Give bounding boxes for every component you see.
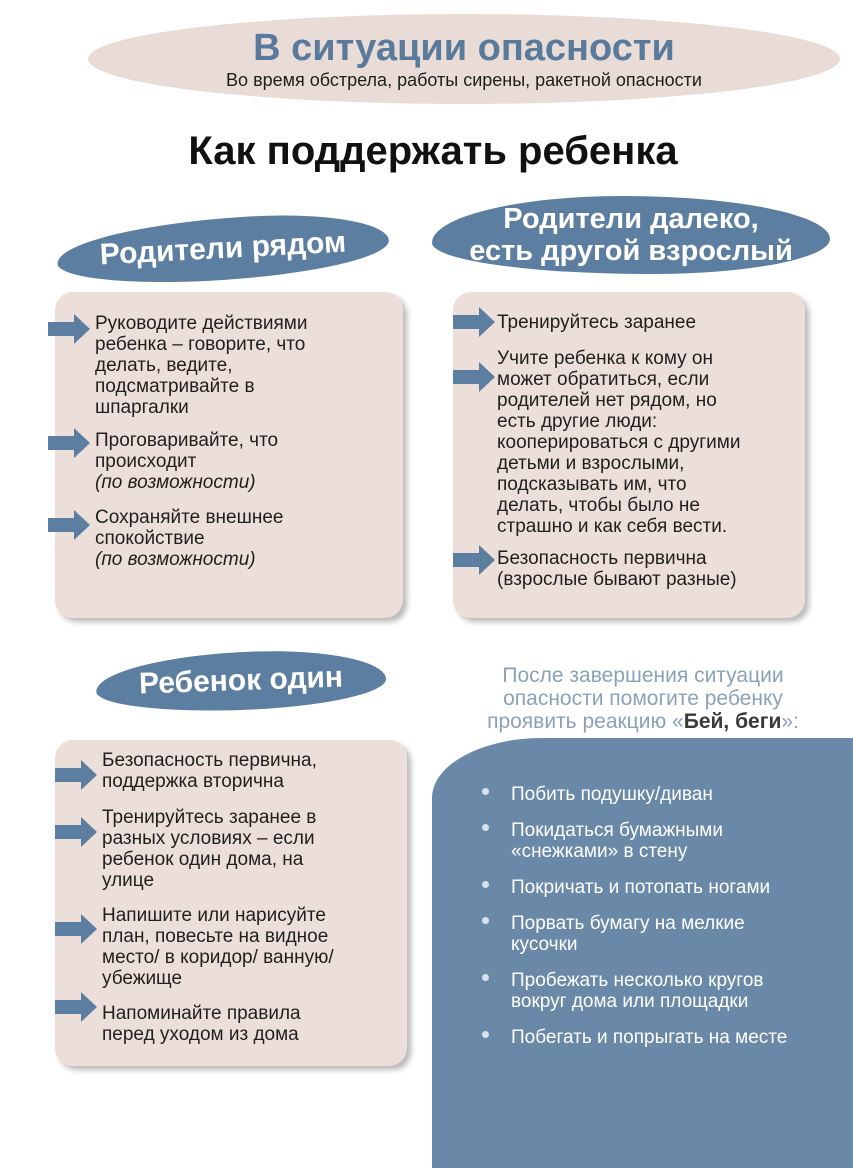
header-subtitle: Во время обстрела, работы сирены, ракетной опасности bbox=[226, 70, 702, 90]
after-situation-text: После завершения ситуации опасности помогите ребенку проявить реакцию «Бей, беги»: bbox=[487, 664, 799, 733]
near-item-3: Сохраняйте внешнее спокойствие (по возможности) bbox=[95, 507, 284, 570]
activity-item-3: Покричать и потопать ногами bbox=[511, 877, 771, 898]
bullet-icon bbox=[482, 917, 489, 924]
arrow-icon bbox=[453, 545, 495, 575]
alone-item-2: Тренируйтесь заранее в разных условиях – если ребенок один дома, на улице bbox=[102, 807, 317, 891]
bullet-icon bbox=[482, 788, 489, 795]
heading-parents-far-line2: есть другой взрослый bbox=[469, 235, 793, 267]
heading-parents-near-label: Родители рядом bbox=[99, 225, 347, 272]
heading-parents-near bbox=[56, 209, 391, 288]
activity-item-5: Пробежать несколько кругов вокруг дома или площадки bbox=[511, 970, 764, 1012]
heading-parents-far-line1: Родители далеко, bbox=[503, 203, 759, 235]
heading-child-alone-label: Ребенок один bbox=[138, 660, 344, 701]
activity-item-2: Покидаться бумажными «снежками» в стену bbox=[511, 820, 723, 862]
page-title: Как поддержать ребенка bbox=[188, 129, 678, 173]
arrow-icon bbox=[55, 914, 97, 944]
header-title: В ситуации опасности bbox=[253, 27, 675, 69]
arrow-icon bbox=[48, 428, 90, 458]
near-item-1: Руководите действиями ребенка – говорите, что делать, ведите, подсматривайте в шпаргалки bbox=[95, 313, 308, 418]
alone-item-1: Безопасность первична, поддержка вторична bbox=[102, 750, 317, 792]
activity-item-4: Порвать бумагу на мелкие кусочки bbox=[511, 913, 745, 955]
arrow-icon bbox=[48, 510, 90, 540]
bullet-icon bbox=[482, 974, 489, 981]
bullet-icon bbox=[482, 824, 489, 831]
arrow-icon bbox=[48, 314, 90, 344]
heading-parents-far bbox=[432, 196, 830, 274]
far-item-2: Учите ребенка к кому он может обратиться, если родителей нет рядом, но есть другие люди: кооперироваться с другими детьми и взрослыми, подсказывать им, что делать, чтобы было не страшно и как себя вести. bbox=[497, 348, 741, 537]
far-item-3: Безопасность первична (взрослые бывают разные) bbox=[497, 548, 737, 590]
alone-item-4: Напоминайте правила перед уходом из дома bbox=[102, 1003, 301, 1045]
arrow-icon bbox=[453, 362, 495, 392]
arrow-icon bbox=[453, 307, 495, 337]
bullet-icon bbox=[482, 881, 489, 888]
arrow-icon bbox=[55, 992, 97, 1022]
activity-item-6: Побегать и попрыгать на месте bbox=[511, 1027, 788, 1048]
bullet-icon bbox=[482, 1031, 489, 1038]
far-item-1: Тренируйтесь заранее bbox=[497, 312, 697, 333]
arrow-icon bbox=[55, 760, 97, 790]
heading-child-alone bbox=[95, 647, 387, 715]
arrow-icon bbox=[55, 817, 97, 847]
alone-item-3: Напишите или нарисуйте план, повесьте на видное место/ в коридор/ ванную/ убежище bbox=[102, 905, 334, 989]
activity-item-1: Побить подушку/диван bbox=[511, 784, 713, 805]
near-item-2: Проговаривайте, что происходит (по возможности) bbox=[95, 430, 279, 493]
